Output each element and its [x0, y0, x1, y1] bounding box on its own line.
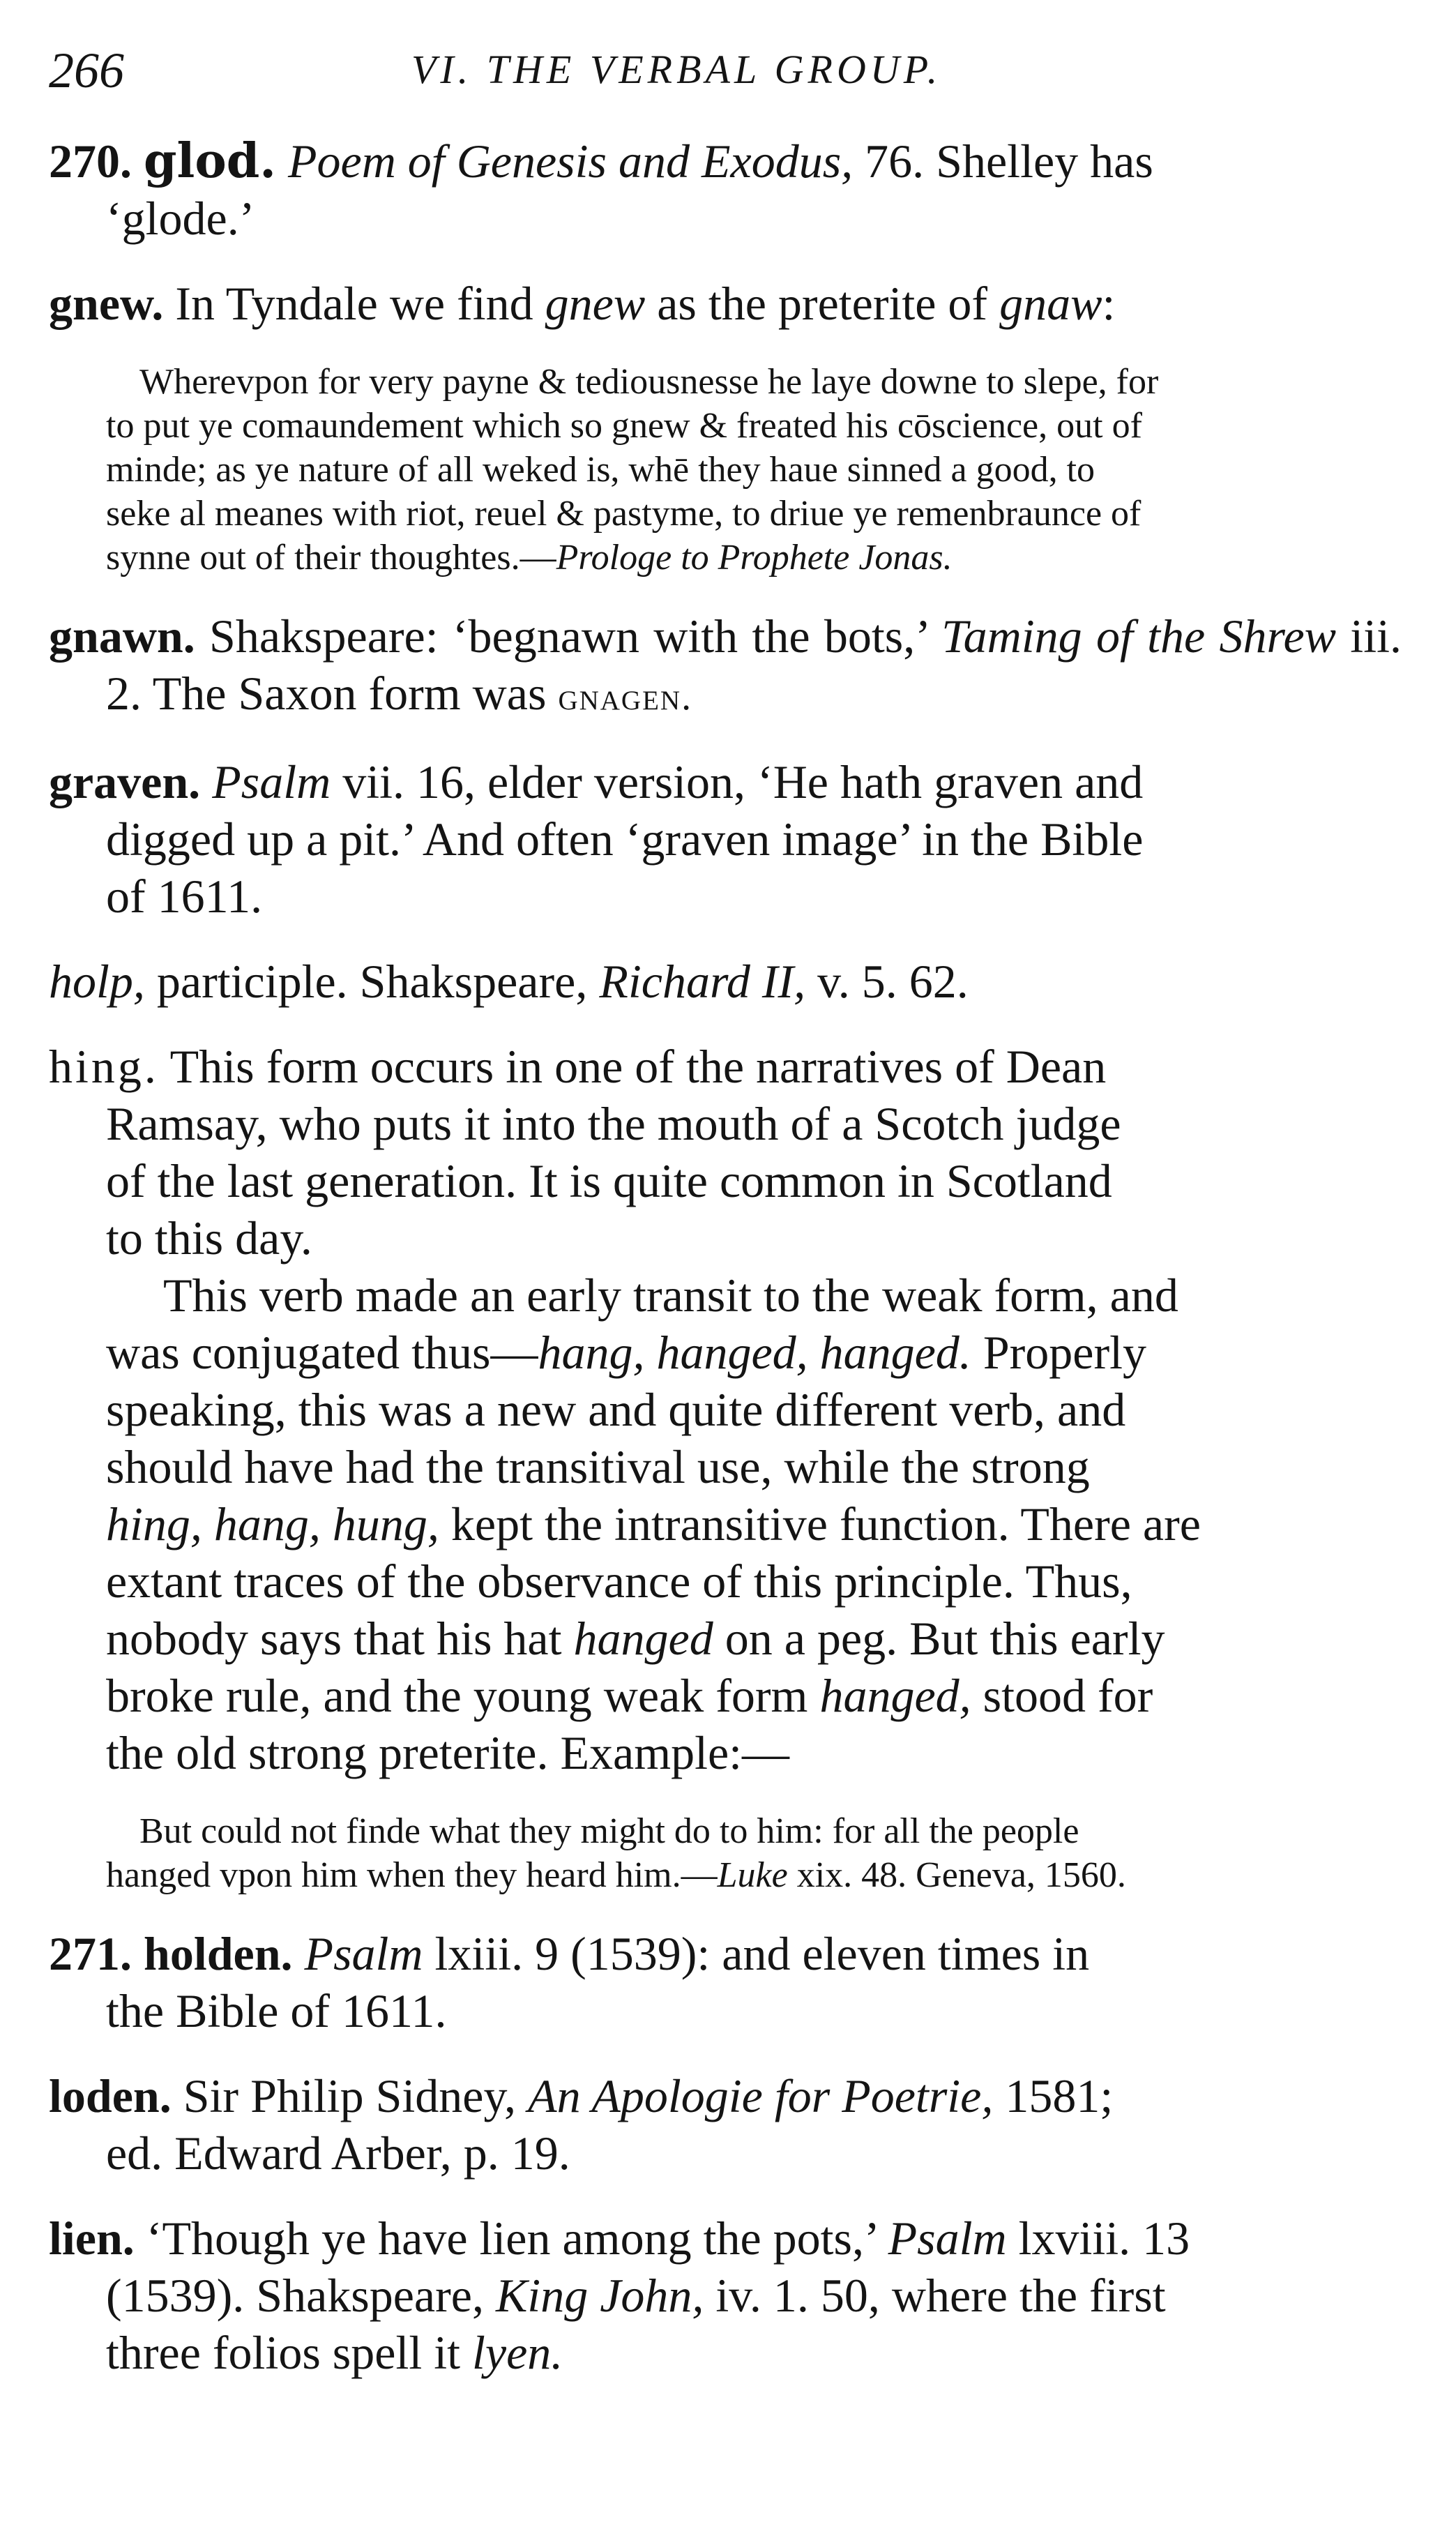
- para-line: [106, 1324, 1402, 1381]
- entry-text: v. 5. 62.: [805, 955, 969, 1008]
- headword-holden: holden.: [144, 1927, 293, 1980]
- quote-text: synne out of their thoughtes.—: [106, 538, 556, 578]
- headword-hing: hing.: [49, 1040, 159, 1093]
- entry-text: iii. 2. The Saxon form was: [106, 610, 1402, 720]
- italic-word: gnew: [545, 277, 646, 330]
- work-title: the Shrew: [1147, 610, 1337, 663]
- entry-line: to this day.: [106, 1212, 312, 1265]
- entry-line: the Bible of 1611.: [106, 1984, 447, 2037]
- entry-loden: [49, 2067, 1402, 2182]
- entry-text: :: [1102, 277, 1116, 330]
- work-title: Psalm: [212, 755, 331, 808]
- para-line: should have had the transitival use, while the strong: [106, 1440, 1090, 1493]
- headword-glod: glod.: [144, 133, 276, 189]
- entry-glod: [49, 133, 1402, 247]
- paragraph-hing: [49, 1267, 1402, 1781]
- entry-holden: [49, 1925, 1402, 2039]
- para-text: broke rule, and the young weak form: [106, 1669, 820, 1722]
- entry-line: [49, 1925, 1402, 1982]
- para-text: Properly: [971, 1326, 1146, 1379]
- italic-word: gnaw: [999, 277, 1102, 330]
- saxon-form: gnagen.: [558, 675, 693, 718]
- entry-text: This form occurs in one of the narratives of Dean: [158, 1040, 1107, 1093]
- entry-gnew: [49, 275, 1402, 332]
- para-text: on a peg. But this early: [713, 1612, 1165, 1665]
- para-text: kept the intransitive function. There are: [439, 1497, 1201, 1550]
- entry-line: [49, 133, 1402, 190]
- work-title: An Apologie for Poetrie,: [528, 2069, 994, 2122]
- entry-line: Ramsay, who puts it into the mouth of a Scotch judge: [106, 1097, 1121, 1150]
- entry-holp: [49, 953, 1402, 1010]
- entry-line: [49, 2210, 1402, 2267]
- quote-line: [106, 536, 1402, 580]
- entry-text: three folios spell it: [106, 2326, 473, 2379]
- entry-text: vii. 16, elder version, ‘He hath graven and: [331, 755, 1144, 808]
- entry-hing: [49, 1038, 1402, 1267]
- entry-line: of 1611.: [106, 870, 263, 923]
- para-line: extant traces of the observance of this principle. Thus,: [106, 1555, 1132, 1608]
- para-line: [106, 1667, 1402, 1724]
- entry-text: 76. Shelley has: [853, 135, 1153, 188]
- para-line: [106, 1495, 1402, 1553]
- headword-gnawn: gnawn.: [49, 610, 195, 663]
- italic-forms: hang, hanged, hanged.: [538, 1326, 971, 1379]
- entry-gnawn: [49, 607, 1402, 725]
- entry-line: ‘glode.’: [106, 192, 255, 245]
- entry-line: [49, 1038, 1402, 1095]
- entry-text: (1539). Shakspeare,: [106, 2269, 496, 2322]
- entry-text: iv. 1. 50, where the first: [704, 2269, 1166, 2322]
- entry-line: of the last generation. It is quite common in Scotland: [106, 1154, 1112, 1207]
- quotation-tyndale: [49, 360, 1402, 580]
- quote-line: to put ye comaundement which so gnew & freated his cōscience, out of: [106, 406, 1142, 446]
- work-title: Taming of: [941, 610, 1133, 663]
- entry-text: Sir Philip Sidney,: [171, 2069, 529, 2122]
- para-line: the old strong preterite. Example:—: [106, 1726, 790, 1779]
- italic-word: hanged: [573, 1612, 713, 1665]
- entry-line: ed. Edward Arber, p. 19.: [106, 2127, 570, 2180]
- headword-lien: lien.: [49, 2212, 135, 2265]
- entry-line: digged up a pit.’ And often ‘graven image’ in the Bible: [106, 813, 1144, 866]
- page-number: 266: [49, 43, 124, 98]
- work-title: Psalm: [888, 2212, 1007, 2265]
- entry-line: [106, 2267, 1402, 2324]
- headword-graven: graven.: [49, 755, 201, 808]
- italic-forms: hing, hang, hung,: [106, 1497, 439, 1550]
- headword-loden: loden.: [49, 2069, 172, 2122]
- quote-line: But could not finde what they might do to him: for all the people: [139, 1811, 1079, 1851]
- section-number: 271.: [49, 1927, 132, 1980]
- book-page: [49, 42, 1402, 2409]
- para-text: was conjugated thus—: [106, 1326, 538, 1379]
- quote-line: [106, 1853, 1402, 1897]
- entry-line: [106, 2324, 1402, 2381]
- work-title: Psalm: [304, 1927, 423, 1980]
- entry-text: ‘Though ye have lien among the pots,’: [134, 2212, 888, 2265]
- italic-word: hanged,: [819, 1669, 971, 1722]
- entry-text: as the preterite of: [645, 277, 1000, 330]
- work-title: Richard II,: [599, 955, 806, 1008]
- entry-text: In Tyndale we find: [163, 277, 545, 330]
- entry-text: lxiii. 9 (1539): and eleven times in: [423, 1927, 1090, 1980]
- quote-line: Wherevpon for very payne & tediousnesse he laye downe to slepe, for: [139, 362, 1159, 402]
- quote-text: xix. 48. Geneva, 1560.: [787, 1855, 1126, 1895]
- quote-text: hanged vpon him when they heard him.—: [106, 1855, 718, 1895]
- para-text: nobody says that his hat: [106, 1612, 574, 1665]
- entry-text: participle. Shakspeare,: [144, 955, 600, 1008]
- entry-line: [49, 2067, 1402, 2124]
- entry-text: 1581;: [993, 2069, 1114, 2122]
- quote-line: minde; as ye nature of all weked is, whē they haue sinned a good, to: [106, 450, 1095, 490]
- headword-holp: holp,: [49, 955, 145, 1008]
- para-text: stood for: [971, 1669, 1153, 1722]
- entry-text: lxviii. 13: [1006, 2212, 1190, 2265]
- quote-source: Prologe to Prophete Jonas.: [556, 538, 953, 578]
- entry-lien: [49, 2210, 1402, 2381]
- quote-line: seke al meanes with riot, reuel & pastyme, to driue ye remenbraunce of: [106, 494, 1142, 534]
- entry-graven: [49, 753, 1402, 925]
- work-title: Poem of Genesis and Exodus,: [287, 135, 854, 188]
- headword-gnew: gnew.: [49, 277, 164, 330]
- quote-source: Luke: [717, 1855, 788, 1895]
- running-title: VI. THE VERBAL GROUP.: [411, 47, 942, 92]
- para-line: speaking, this was a new and quite different verb, and: [106, 1383, 1126, 1436]
- italic-word: lyen.: [472, 2326, 563, 2379]
- work-title: King John,: [495, 2269, 704, 2322]
- quotation-luke: [49, 1809, 1402, 1897]
- page-header: [49, 42, 1402, 119]
- entry-text: Shakspeare: ‘begnawn with the bots,’: [195, 610, 942, 663]
- entry-line: [49, 753, 1402, 810]
- para-line: This verb made an early transit to the weak form, and: [163, 1269, 1178, 1322]
- section-number: 270.: [49, 135, 132, 188]
- para-line: [106, 1610, 1402, 1667]
